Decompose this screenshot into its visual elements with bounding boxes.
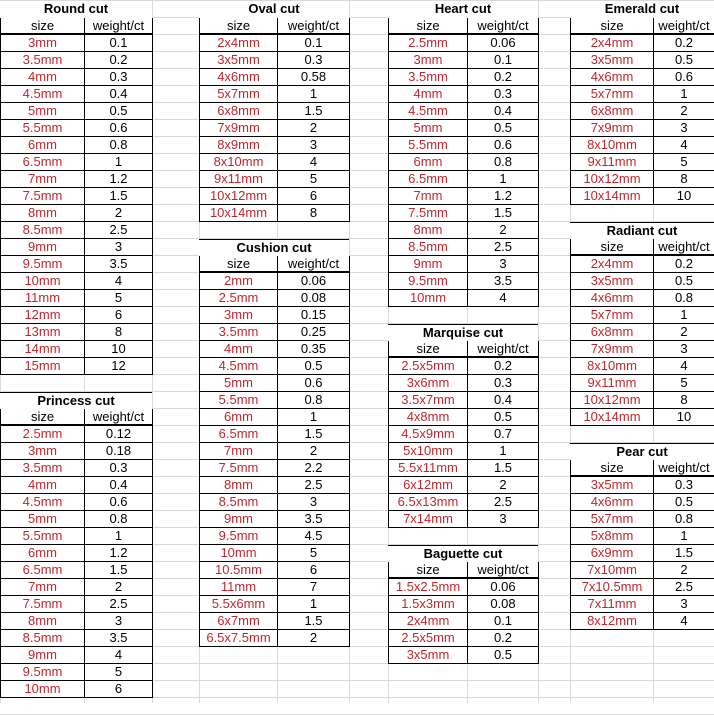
size-cell: 10mm [199, 545, 278, 562]
table-title: Round cut [0, 1, 152, 18]
size-cell: 9mm [199, 511, 278, 528]
size-cell: 12mm [0, 307, 85, 324]
weight-cell: 0.5 [653, 273, 714, 290]
size-cell: 8mm [0, 205, 85, 222]
weight-cell: 0.4 [84, 477, 153, 494]
weight-cell: 0.8 [467, 154, 539, 171]
column-header-weight: weight/ct [653, 460, 714, 477]
size-cell: 3.5mm [0, 460, 85, 477]
table-title: Marquise cut [388, 324, 538, 341]
column-header-weight: weight/ct [277, 256, 350, 273]
size-cell: 3.5mm [199, 324, 278, 341]
weight-cell: 0.2 [653, 256, 714, 273]
weight-cell: 0.06 [467, 579, 539, 596]
weight-cell: 2.5 [84, 222, 153, 239]
size-cell: 9mm [388, 256, 468, 273]
weight-cell: 1.5 [277, 103, 350, 120]
weight-cell: 8 [84, 324, 153, 341]
weight-cell: 12 [84, 358, 153, 375]
size-cell: 3x6mm [388, 375, 468, 392]
size-cell: 6x8mm [570, 324, 654, 341]
weight-cell: 0.2 [467, 358, 539, 375]
size-cell: 2x4mm [570, 256, 654, 273]
size-cell: 8x10mm [199, 154, 278, 171]
weight-cell: 0.4 [467, 392, 539, 409]
weight-cell: 1 [467, 171, 539, 188]
weight-cell: 2.5 [277, 477, 350, 494]
size-cell: 2mm [199, 273, 278, 290]
weight-cell: 1 [653, 86, 714, 103]
size-cell: 11mm [0, 290, 85, 307]
column-header-size: size [199, 18, 278, 35]
size-cell: 6mm [0, 545, 85, 562]
weight-cell: 0.08 [467, 596, 539, 613]
size-cell: 5.5mm [0, 120, 85, 137]
size-cell: 2.5mm [199, 290, 278, 307]
weight-cell: 5 [653, 375, 714, 392]
weight-cell: 2 [277, 630, 350, 647]
size-cell: 5mm [388, 120, 468, 137]
weight-cell: 2.5 [467, 239, 539, 256]
weight-cell: 1 [277, 596, 350, 613]
column-header-weight: weight/ct [467, 18, 539, 35]
size-cell: 5.5mm [0, 528, 85, 545]
weight-cell: 7 [277, 579, 350, 596]
weight-cell: 6 [84, 307, 153, 324]
size-cell: 9x11mm [570, 375, 654, 392]
weight-cell: 4 [653, 358, 714, 375]
weight-cell: 3 [653, 120, 714, 137]
weight-cell: 0.25 [277, 324, 350, 341]
column-header-size: size [199, 256, 278, 273]
size-cell: 8mm [199, 477, 278, 494]
weight-cell: 3.5 [84, 256, 153, 273]
weight-cell: 0.3 [84, 69, 153, 86]
size-cell: 10x12mm [570, 392, 654, 409]
weight-cell: 0.8 [653, 511, 714, 528]
size-cell: 5x7mm [199, 86, 278, 103]
size-cell: 6.5x7.5mm [199, 630, 278, 647]
size-cell: 7.5mm [199, 460, 278, 477]
size-cell: 4mm [388, 86, 468, 103]
size-cell: 9.5mm [388, 273, 468, 290]
size-cell: 4x6mm [570, 290, 654, 307]
size-cell: 8.5mm [0, 222, 85, 239]
size-cell: 4mm [199, 341, 278, 358]
weight-cell: 0.1 [277, 35, 350, 52]
weight-cell: 1 [84, 528, 153, 545]
weight-cell: 0.06 [277, 273, 350, 290]
size-cell: 3mm [388, 52, 468, 69]
size-cell: 6.5x13mm [388, 494, 468, 511]
weight-cell: 0.12 [84, 426, 153, 443]
size-cell: 6mm [388, 154, 468, 171]
weight-cell: 1 [653, 528, 714, 545]
size-cell: 7.5mm [388, 205, 468, 222]
size-cell: 5x7mm [570, 307, 654, 324]
size-cell: 7.5mm [0, 188, 85, 205]
table-title: Cushion cut [199, 239, 349, 256]
weight-cell: 0.5 [277, 358, 350, 375]
size-cell: 7mm [0, 171, 85, 188]
weight-cell: 0.8 [653, 290, 714, 307]
column-header-weight: weight/ct [653, 239, 714, 256]
weight-cell: 0.4 [467, 103, 539, 120]
weight-cell: 0.3 [467, 375, 539, 392]
size-cell: 7x9mm [570, 120, 654, 137]
weight-cell: 0.1 [84, 35, 153, 52]
weight-cell: 3 [84, 239, 153, 256]
column-header-size: size [388, 562, 468, 579]
column-header-weight: weight/ct [84, 18, 153, 35]
size-cell: 9mm [0, 647, 85, 664]
column-header-size: size [570, 239, 654, 256]
size-cell: 10x12mm [570, 171, 654, 188]
weight-cell: 3.5 [467, 273, 539, 290]
column-header-weight: weight/ct [653, 18, 714, 35]
weight-cell: 1.5 [467, 205, 539, 222]
weight-cell: 2.5 [467, 494, 539, 511]
size-cell: 1.5x3mm [388, 596, 468, 613]
table-title: Heart cut [388, 1, 538, 18]
weight-cell: 0.58 [277, 69, 350, 86]
size-cell: 5x10mm [388, 443, 468, 460]
weight-cell: 4 [653, 137, 714, 154]
weight-cell: 1 [467, 443, 539, 460]
weight-cell: 1.5 [467, 460, 539, 477]
size-cell: 8.5mm [0, 630, 85, 647]
size-cell: 4.5mm [0, 86, 85, 103]
weight-cell: 5 [653, 154, 714, 171]
weight-cell: 0.7 [467, 426, 539, 443]
weight-cell: 6 [84, 681, 153, 698]
size-cell: 9x11mm [570, 154, 654, 171]
column-header-size: size [570, 18, 654, 35]
weight-cell: 3 [467, 511, 539, 528]
size-cell: 2x4mm [388, 613, 468, 630]
weight-cell: 1.2 [467, 188, 539, 205]
weight-cell: 4 [84, 273, 153, 290]
weight-cell: 1 [653, 307, 714, 324]
weight-cell: 0.6 [84, 120, 153, 137]
weight-cell: 4 [653, 613, 714, 630]
weight-cell: 0.5 [467, 647, 539, 664]
size-cell: 7x10.5mm [570, 579, 654, 596]
weight-cell: 1 [277, 86, 350, 103]
weight-cell: 0.5 [84, 103, 153, 120]
size-cell: 8x10mm [570, 137, 654, 154]
column-header-size: size [570, 460, 654, 477]
size-cell: 10x14mm [570, 409, 654, 426]
size-cell: 10.5mm [199, 562, 278, 579]
weight-cell: 3 [467, 256, 539, 273]
size-cell: 9.5mm [0, 664, 85, 681]
table-title: Pear cut [570, 443, 714, 460]
size-cell: 3.5mm [388, 69, 468, 86]
weight-cell: 0.3 [277, 52, 350, 69]
table-title: Radiant cut [570, 222, 714, 239]
column-header-size: size [388, 341, 468, 358]
table-title: Princess cut [0, 392, 152, 409]
weight-cell: 2 [653, 562, 714, 579]
size-cell: 6x12mm [388, 477, 468, 494]
size-cell: 3.5mm [0, 52, 85, 69]
weight-cell: 1.5 [653, 545, 714, 562]
size-cell: 5mm [0, 511, 85, 528]
size-cell: 8x9mm [199, 137, 278, 154]
weight-cell: 2.5 [653, 579, 714, 596]
weight-cell: 3 [277, 494, 350, 511]
size-cell: 2x4mm [199, 35, 278, 52]
weight-cell: 1.2 [84, 171, 153, 188]
weight-cell: 0.2 [84, 52, 153, 69]
weight-cell: 0.4 [84, 86, 153, 103]
weight-cell: 0.06 [467, 35, 539, 52]
weight-cell: 0.18 [84, 443, 153, 460]
weight-cell: 10 [84, 341, 153, 358]
size-cell: 2.5x5mm [388, 358, 468, 375]
size-cell: 9.5mm [199, 528, 278, 545]
weight-cell: 1.5 [84, 188, 153, 205]
weight-cell: 4.5 [277, 528, 350, 545]
size-cell: 6x8mm [570, 103, 654, 120]
size-cell: 3x5mm [388, 647, 468, 664]
size-cell: 7x10mm [570, 562, 654, 579]
weight-cell: 0.8 [84, 511, 153, 528]
table-title: Baguette cut [388, 545, 538, 562]
size-cell: 10mm [0, 681, 85, 698]
weight-cell: 1 [277, 409, 350, 426]
weight-cell: 2.2 [277, 460, 350, 477]
size-cell: 2.5x5mm [388, 630, 468, 647]
size-cell: 2.5mm [0, 426, 85, 443]
size-cell: 6.5mm [0, 562, 85, 579]
weight-cell: 2 [84, 579, 153, 596]
size-cell: 7mm [0, 579, 85, 596]
weight-cell: 1.5 [277, 613, 350, 630]
weight-cell: 0.08 [277, 290, 350, 307]
size-cell: 10mm [388, 290, 468, 307]
weight-cell: 0.6 [84, 494, 153, 511]
weight-cell: 3.5 [277, 511, 350, 528]
weight-cell: 5 [84, 290, 153, 307]
size-cell: 6.5mm [388, 171, 468, 188]
weight-cell: 0.1 [467, 613, 539, 630]
weight-cell: 0.2 [653, 35, 714, 52]
size-cell: 4x6mm [570, 494, 654, 511]
size-cell: 3mm [199, 307, 278, 324]
size-cell: 3.5x7mm [388, 392, 468, 409]
size-cell: 9.5mm [0, 256, 85, 273]
size-cell: 4.5mm [0, 494, 85, 511]
weight-cell: 3 [653, 596, 714, 613]
size-cell: 4mm [0, 477, 85, 494]
column-header-weight: weight/ct [277, 18, 350, 35]
weight-cell: 0.5 [653, 494, 714, 511]
weight-cell: 1.5 [277, 426, 350, 443]
size-cell: 6x7mm [199, 613, 278, 630]
weight-cell: 0.15 [277, 307, 350, 324]
weight-cell: 6 [277, 188, 350, 205]
size-cell: 5x8mm [570, 528, 654, 545]
weight-cell: 2 [653, 324, 714, 341]
column-header-size: size [0, 409, 85, 426]
size-cell: 6x8mm [199, 103, 278, 120]
weight-cell: 2 [653, 103, 714, 120]
weight-cell: 10 [653, 409, 714, 426]
weight-cell: 0.8 [277, 392, 350, 409]
size-cell: 7mm [199, 443, 278, 460]
size-cell: 7mm [388, 188, 468, 205]
weight-cell: 0.8 [84, 137, 153, 154]
weight-cell: 0.3 [84, 460, 153, 477]
weight-cell: 0.3 [467, 86, 539, 103]
size-cell: 5x7mm [570, 511, 654, 528]
weight-cell: 2 [277, 443, 350, 460]
weight-cell: 2.5 [84, 596, 153, 613]
weight-cell: 0.2 [467, 630, 539, 647]
size-cell: 3x5mm [570, 52, 654, 69]
table-title: Emerald cut [570, 1, 714, 18]
size-cell: 4.5x9mm [388, 426, 468, 443]
column-header-size: size [388, 18, 468, 35]
weight-cell: 0.2 [467, 69, 539, 86]
weight-cell: 0.6 [277, 375, 350, 392]
size-cell: 1.5x2.5mm [388, 579, 468, 596]
size-cell: 15mm [0, 358, 85, 375]
weight-cell: 0.1 [467, 52, 539, 69]
size-cell: 8mm [388, 222, 468, 239]
size-cell: 5.5x6mm [199, 596, 278, 613]
table-title: Oval cut [199, 1, 349, 18]
size-cell: 8x12mm [570, 613, 654, 630]
weight-cell: 4 [84, 647, 153, 664]
size-cell: 4x6mm [570, 69, 654, 86]
size-cell: 6mm [0, 137, 85, 154]
size-cell: 13mm [0, 324, 85, 341]
weight-cell: 0.5 [467, 409, 539, 426]
weight-cell: 0.5 [653, 52, 714, 69]
weight-cell: 0.5 [467, 120, 539, 137]
size-cell: 5.5x11mm [388, 460, 468, 477]
weight-cell: 0.35 [277, 341, 350, 358]
size-cell: 10x14mm [199, 205, 278, 222]
size-cell: 5.5mm [388, 137, 468, 154]
weight-cell: 5 [277, 171, 350, 188]
size-cell: 10mm [0, 273, 85, 290]
size-cell: 8.5mm [388, 239, 468, 256]
weight-cell: 1 [84, 154, 153, 171]
weight-cell: 1.5 [84, 562, 153, 579]
size-cell: 10x12mm [199, 188, 278, 205]
size-cell: 8.5mm [199, 494, 278, 511]
weight-cell: 8 [277, 205, 350, 222]
weight-cell: 10 [653, 188, 714, 205]
size-cell: 5mm [199, 375, 278, 392]
size-cell: 5x7mm [570, 86, 654, 103]
size-cell: 9x11mm [199, 171, 278, 188]
size-cell: 6x9mm [570, 545, 654, 562]
column-header-weight: weight/ct [467, 562, 539, 579]
size-cell: 6.5mm [0, 154, 85, 171]
size-cell: 2.5mm [388, 35, 468, 52]
weight-cell: 3.5 [84, 630, 153, 647]
size-cell: 5.5mm [199, 392, 278, 409]
weight-cell: 0.6 [467, 137, 539, 154]
weight-cell: 2 [277, 120, 350, 137]
column-header-size: size [0, 18, 85, 35]
size-cell: 7.5mm [0, 596, 85, 613]
size-cell: 3x5mm [199, 52, 278, 69]
weight-cell: 1.2 [84, 545, 153, 562]
size-cell: 3mm [0, 35, 85, 52]
size-cell: 8mm [0, 613, 85, 630]
weight-cell: 4 [277, 154, 350, 171]
weight-cell: 5 [84, 664, 153, 681]
size-cell: 4mm [0, 69, 85, 86]
size-cell: 3x5mm [570, 477, 654, 494]
size-cell: 4x6mm [199, 69, 278, 86]
weight-cell: 2 [84, 205, 153, 222]
size-cell: 11mm [199, 579, 278, 596]
size-cell: 5mm [0, 103, 85, 120]
size-cell: 9mm [0, 239, 85, 256]
column-header-weight: weight/ct [467, 341, 539, 358]
size-cell: 3x5mm [570, 273, 654, 290]
weight-cell: 5 [277, 545, 350, 562]
size-cell: 4.5mm [199, 358, 278, 375]
size-cell: 14mm [0, 341, 85, 358]
size-cell: 8x10mm [570, 358, 654, 375]
size-cell: 4x8mm [388, 409, 468, 426]
weight-cell: 3 [653, 341, 714, 358]
weight-cell: 6 [277, 562, 350, 579]
weight-cell: 4 [467, 290, 539, 307]
size-cell: 4.5mm [388, 103, 468, 120]
weight-cell: 0.3 [653, 477, 714, 494]
weight-cell: 3 [277, 137, 350, 154]
size-cell: 3mm [0, 443, 85, 460]
size-cell: 7x9mm [199, 120, 278, 137]
size-cell: 10x14mm [570, 188, 654, 205]
size-cell: 6.5mm [199, 426, 278, 443]
size-cell: 6mm [199, 409, 278, 426]
size-cell: 7x14mm [388, 511, 468, 528]
size-cell: 7x9mm [570, 341, 654, 358]
weight-cell: 8 [653, 392, 714, 409]
weight-cell: 2 [467, 477, 539, 494]
weight-cell: 2 [467, 222, 539, 239]
size-cell: 7x11mm [570, 596, 654, 613]
size-cell: 2x4mm [570, 35, 654, 52]
weight-cell: 3 [84, 613, 153, 630]
weight-cell: 8 [653, 171, 714, 188]
weight-cell: 0.6 [653, 69, 714, 86]
column-header-weight: weight/ct [84, 409, 153, 426]
